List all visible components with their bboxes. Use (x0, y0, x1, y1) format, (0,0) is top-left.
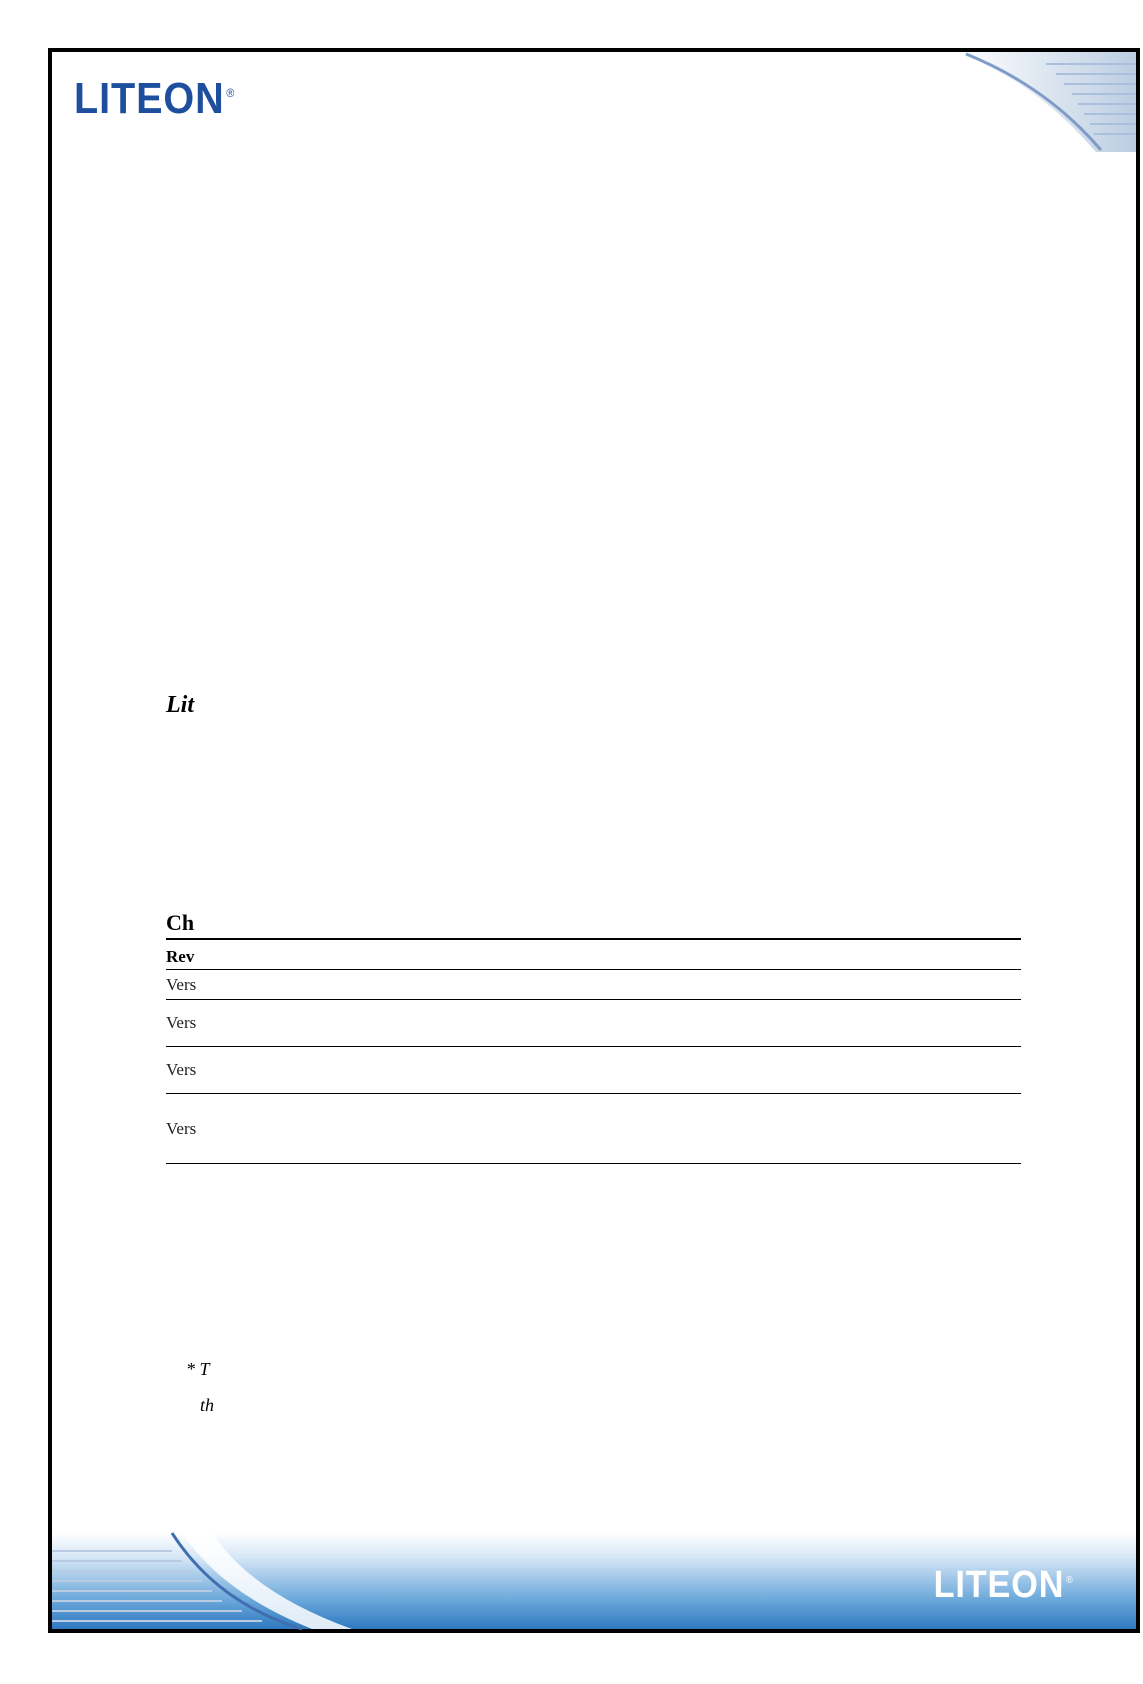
change-history-heading: Ch (166, 910, 195, 935)
footnote-line-2: th (200, 1395, 215, 1415)
logo-text: LITEON (933, 1564, 1065, 1606)
footer-swoosh-graphic (52, 1533, 352, 1629)
table-row-version: Vers (166, 1013, 197, 1032)
footnote-line-1: * T (186, 1359, 210, 1379)
logo-text: LITEON (74, 74, 225, 123)
table-row-divider (166, 999, 1021, 1000)
table-row-version: Vers (166, 975, 197, 994)
table-top-rule (166, 938, 1021, 940)
registered-mark: ® (226, 86, 236, 101)
table-row-version: Vers (166, 1119, 197, 1138)
liteon-logo-header (74, 74, 235, 124)
header-swoosh-graphic (896, 52, 1136, 152)
table-row-divider (166, 1046, 1021, 1047)
table-row-divider (166, 1093, 1021, 1094)
document-title: Lit (166, 692, 194, 718)
table-header-rule (166, 969, 1021, 970)
footer-band (52, 1533, 1136, 1629)
table-bottom-rule (166, 1163, 1021, 1164)
registered-mark: ® (1066, 1575, 1074, 1587)
liteon-logo-footer (934, 1564, 1074, 1607)
table-row-version: Vers (166, 1060, 197, 1079)
table-header-revision: Rev (166, 947, 195, 966)
